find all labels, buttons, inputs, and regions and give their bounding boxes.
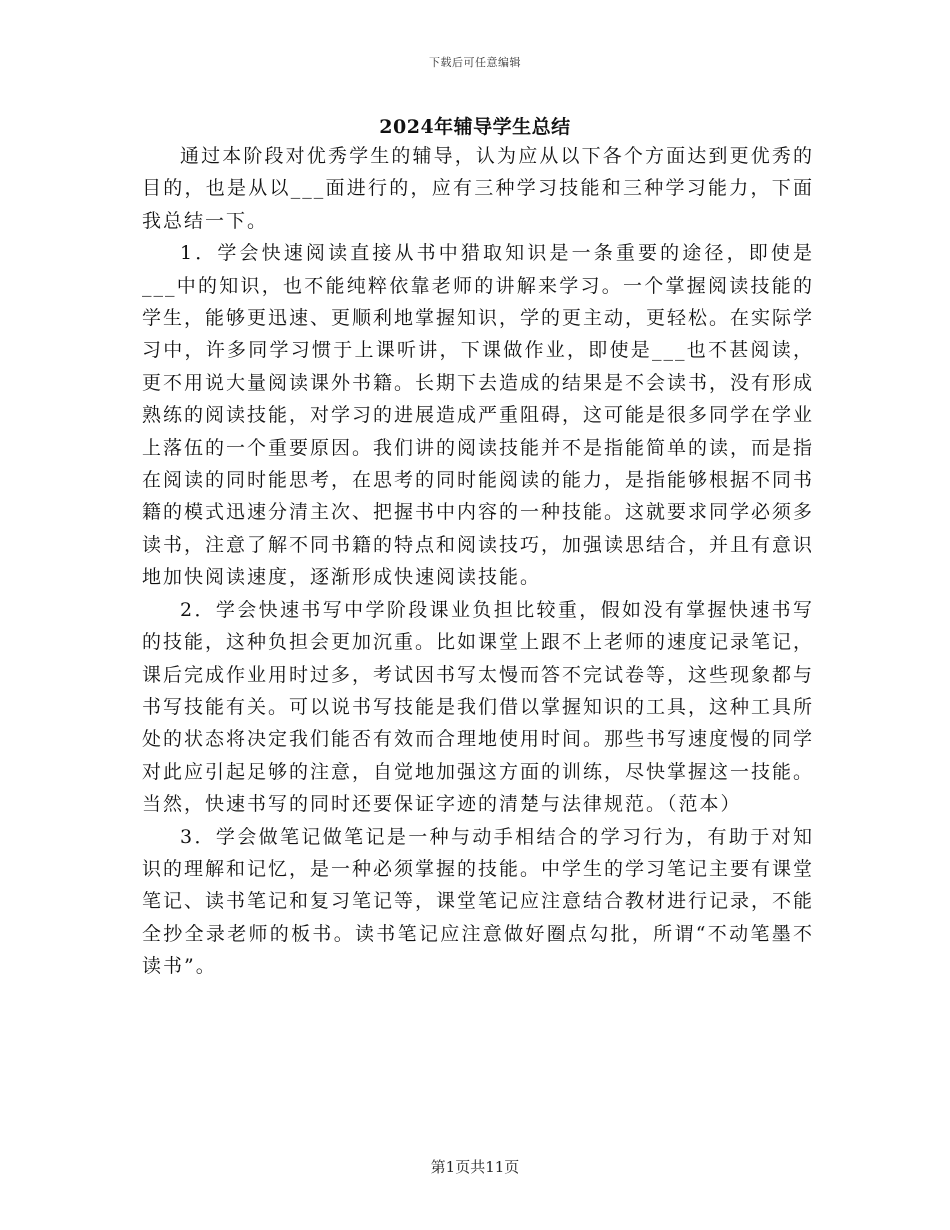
- page-number: 第1页共11页: [430, 1158, 520, 1176]
- page-header-note: 下载后可任意编辑: [429, 56, 521, 69]
- document-title: 2024年辅导学生总结: [379, 116, 571, 138]
- paragraph-note-taking: 3．学会做笔记做笔记是一种与动手相结合的学习行为，有助于对知识的理解和记忆，是一种必须掌握的技能。中学生的学习笔记主要有课堂笔记、读书笔记和复习笔记等，课堂笔记应注意结合教材进行记录，不能全抄全录老师的板书。读书笔记应注意做好圈点勾批，所谓“不动笔墨不读书”。: [142, 825, 815, 978]
- paragraph-intro: 通过本阶段对优秀学生的辅导，认为应从以下各个方面达到更优秀的目的，也是从以___面进行的，应有三种学习技能和三种学习能力，下面我总结一下。: [142, 145, 814, 232]
- document-body: [142, 140, 814, 983]
- paragraph-fast-writing: 2．学会快速书写中学阶段课业负担比较重，假如没有掌握快速书写的技能，这种负担会更加沉重。比如课堂上跟不上老师的速度记录笔记，课后完成作业用时过多，考试因书写太慢而答不完试卷等，这些现象都与书写技能有关。可以说书写技能是我们借以掌握知识的工具，这种工具所处的状态将决定我们能否有效而合理地使用时间。那些书写速度慢的同学对此应引起足够的注意，自觉地加强这方面的训练，尽快掌握这一技能。当然，快速书写的同时还要保证字迹的清楚与法律规范。（范本）: [142, 598, 815, 816]
- paragraph-fast-reading: 1．学会快速阅读直接从书中猎取知识是一条重要的途径，即使是___中的知识，也不能纯粹依靠老师的讲解来学习。一个掌握阅读技能的学生，能够更迅速、更顺利地掌握知识，学的更主动，更轻松。在实际学习中，许多同学习惯于上课听讲，下课做作业，即使是___也不甚阅读，更不用说大量阅读课外书籍。长期下去造成的结果是不会读书，没有形成熟练的阅读技能，对学习的进展造成严重阻碍，这可能是很多同学在学业上落伍的一个重要原因。我们讲的阅读技能并不是指能简单的读，而是指在阅读的同时能思考，在思考的同时能阅读的能力，是指能够根据不同书籍的模式迅速分清主次、把握书中内容的一种技能。这就要求同学必须多读书，注意了解不同书籍的特点和阅读技巧，加强读思结合，并且有意识地加快阅读速度，逐渐形成快速阅读技能。: [142, 242, 815, 589]
